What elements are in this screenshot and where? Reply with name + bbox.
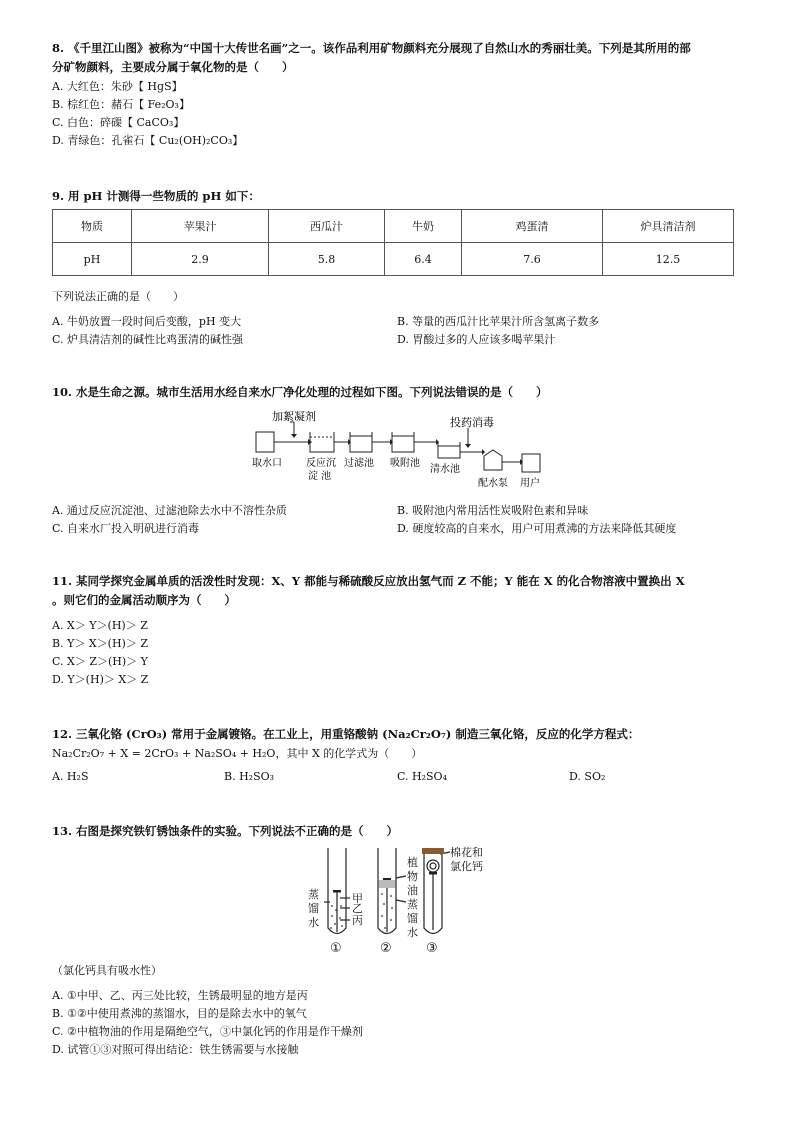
q12-option-d: D. SO₂ xyxy=(569,770,606,783)
ph-table-value-row xyxy=(53,243,734,276)
q9-stem: 9. 用 pH 计测得一些物质的 pH 如下： xyxy=(52,189,260,203)
q9-option-c: C. 炉具清洁剂的碱性比鸡蛋清的碱性强 xyxy=(52,333,244,346)
cotton-label: 氯化钙 xyxy=(450,860,483,873)
q8-option-c: C. 白色：碎磲【 CaCO₃】 xyxy=(52,116,185,129)
tube1-water-label: 蒸 xyxy=(308,888,319,901)
diagram-stage: 用户 xyxy=(520,478,540,489)
q10-stem: 10. 水是生命之源。城市生活用水经自来水厂净化处理的过程如下图。下列说法错误的是（ ） xyxy=(52,385,548,399)
diagram-stage: 吸附池 xyxy=(390,458,420,469)
cotton-label: 棉花和 xyxy=(450,846,483,859)
q9-prompt: 下列说法正确的是（ ） xyxy=(52,290,184,303)
ph-table-header: 鸡蛋清 xyxy=(462,210,603,243)
q13-option-a: A. ①中甲、乙、丙三处比较，生锈最明显的地方是丙 xyxy=(52,989,308,1002)
oil-label: 油 xyxy=(407,884,418,897)
q12-option-c: C. H₂SO₄ xyxy=(397,770,447,783)
diagram-stage: 取水口 xyxy=(252,458,282,469)
ph-table-header: 炉具清洁剂 xyxy=(603,210,734,243)
ph-table-header: 牛奶 xyxy=(385,210,462,243)
q12-option-a: A. H₂S xyxy=(52,770,89,783)
q12-option-b: B. H₂SO₃ xyxy=(224,770,275,783)
q8-stem-line2: 分矿物颜料，主要成分属于氧化物的是（ ） xyxy=(52,60,294,74)
tube2-water-label: 馏 xyxy=(407,912,418,925)
q11-stem-line1: 11. 某同学探究金属单质的活泼性时发现：X、Y 都能与稀硫酸反应放出氢气而 Z 不能；Y 能在 X 的化合物溶液中置换出 X xyxy=(52,574,685,588)
tube2-water-label: 水 xyxy=(407,926,418,939)
diagram-stage: 淀 池 xyxy=(308,471,332,482)
oil-label: 物 xyxy=(407,870,418,883)
ph-table-cell: 2.9 xyxy=(132,243,269,276)
q13-option-b: B. ①②中使用煮沸的蒸馏水，目的是除去水中的氧气 xyxy=(52,1007,307,1020)
q11-option-a: A. X＞ Y＞(H)＞ Z xyxy=(52,619,148,632)
q12-stem-line1: 12. 三氧化铬 (CrO₃) 常用于金属镀铬。在工业上，用重铬酸钠 (Na₂Cr₂O₇) 制造三氧化铬，反应的化学方程式： xyxy=(52,727,640,741)
q10-option-a: A. 通过反应沉淀池、过滤池除去水中不溶性杂质 xyxy=(52,504,287,517)
tube1-water-label: 水 xyxy=(308,916,319,929)
q10-option-d: D. 硬度较高的自来水，用户可用煮沸的方法来降低其硬度 xyxy=(397,522,677,535)
q13-option-d: D. 试管①③对照可得出结论：铁生锈需要与水接触 xyxy=(52,1043,299,1056)
mark-yi: 乙 xyxy=(352,902,363,915)
ph-table-cell: 6.4 xyxy=(385,243,462,276)
tube-number: ③ xyxy=(426,941,438,956)
q11-stem-line2: 。则它们的金属活动顺序为（ ） xyxy=(52,593,236,607)
water-treatment-diagram xyxy=(250,406,550,490)
q13-option-c: C. ②中植物油的作用是隔绝空气，③中氯化钙的作用是作干燥剂 xyxy=(52,1025,363,1038)
q10-option-c: C. 自来水厂投入明矾进行消毒 xyxy=(52,522,200,535)
ph-table-header: 西瓜汁 xyxy=(269,210,385,243)
diagram-stage: 清水池 xyxy=(430,464,460,475)
q8-option-b: B. 棕红色：赭石【 Fe₂O₃】 xyxy=(52,98,190,111)
q10-option-b: B. 吸附池内常用活性炭吸附色素和异味 xyxy=(397,504,589,517)
q11-option-d: D. Y＞(H)＞ X＞ Z xyxy=(52,673,149,686)
ph-table-cell: 7.6 xyxy=(462,243,603,276)
ph-table-cell: 12.5 xyxy=(603,243,734,276)
tube-number: ① xyxy=(330,941,342,956)
q11-option-b: B. Y＞ X＞(H)＞ Z xyxy=(52,637,148,650)
q8-option-a: A. 大红色：朱砂【 HgS】 xyxy=(52,80,183,93)
q8-stem-line1: 8. 《千里江山图》被称为“中国十大传世名画”之一。该作品利用矿物颜料充分展现了自然山水的秀丽壮美。下列是其所用的部 xyxy=(52,41,691,55)
diagram-label-disinfect: 投药消毒 xyxy=(450,416,494,429)
diagram-stage: 过滤池 xyxy=(344,458,374,469)
diagram-stage: 配水泵 xyxy=(478,478,508,489)
ph-table-header: 物质 xyxy=(53,210,132,243)
ph-table-cell: 5.8 xyxy=(269,243,385,276)
ph-table-header: 苹果汁 xyxy=(132,210,269,243)
tube1-water-label: 馏 xyxy=(308,902,319,915)
diagram-stage: 反应沉 xyxy=(306,458,336,469)
mark-bing: 丙 xyxy=(352,914,363,927)
q8-option-d: D. 青绿色：孔雀石【 Cu₂(OH)₂CO₃】 xyxy=(52,134,244,147)
ph-table xyxy=(52,209,734,276)
iron-nail-rust-diagram xyxy=(300,840,500,962)
ph-table-cell: pH xyxy=(53,243,132,276)
mark-jia: 甲 xyxy=(352,892,363,905)
q13-stem: 13. 右图是探究铁钉锈蚀条件的实验。下列说法不正确的是（ ） xyxy=(52,824,399,838)
diagram-label-flocculant: 加絮凝剂 xyxy=(272,410,316,423)
q11-option-c: C. X＞ Z＞(H)＞ Y xyxy=(52,655,148,668)
q13-note: （氯化钙具有吸水性） xyxy=(52,964,162,977)
q9-option-b: B. 等量的西瓜汁比苹果汁所含氢离子数多 xyxy=(397,315,600,328)
oil-label: 植 xyxy=(407,856,418,869)
q9-option-d: D. 胃酸过多的人应该多喝苹果汁 xyxy=(397,333,556,346)
q9-option-a: A. 牛奶放置一段时间后变酸，pH 变大 xyxy=(52,315,242,328)
q12-stem-line2: Na₂Cr₂O₇ + X = 2CrO₃ + Na₂SO₄ + H₂O，其中 X 的化学式为（ ） xyxy=(52,747,423,760)
tube-number: ② xyxy=(380,941,392,956)
tube2-water-label: 蒸 xyxy=(407,898,418,911)
ph-table-header-row xyxy=(53,210,734,243)
